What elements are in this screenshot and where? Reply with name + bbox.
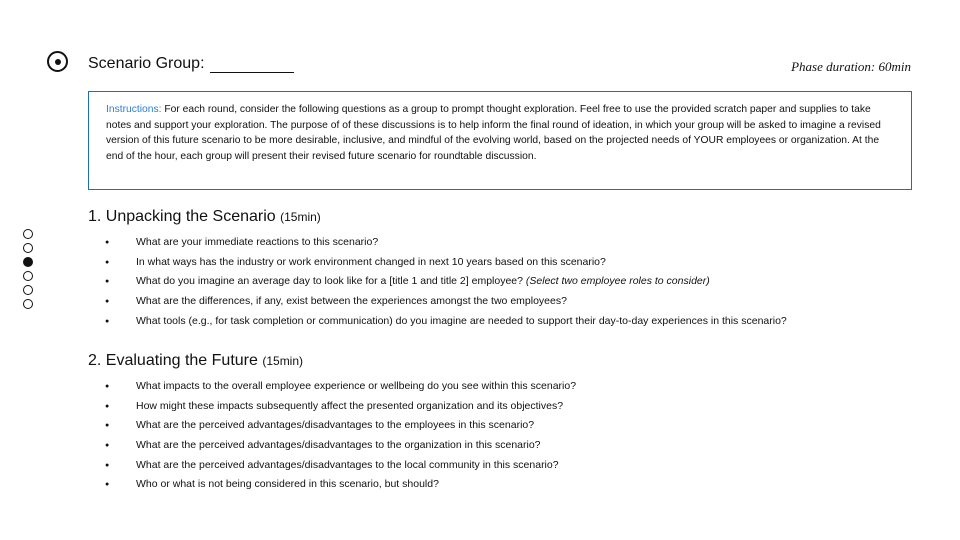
question-text: Who or what is not being considered in this scenario, but should? [136,478,439,491]
question-text: What are your immediate reactions to this scenario? [136,236,379,248]
nav-dot[interactable] [23,229,33,239]
list-item [88,312,787,332]
nav-dot[interactable] [23,299,33,309]
instructions-label: Instructions: [106,104,162,115]
question-text: How might these impacts subsequently affect the presented organization and its objectives? [136,399,564,412]
question-text: What impacts to the overall employee experience or wellbeing do you see within this scenario? [136,380,577,392]
scenario-group-blank-line [210,58,294,73]
question-text: What tools (e.g., for task completion or communication) do you imagine are needed to support their day-to-day experiences in this scenario? [136,314,787,327]
list-item [88,272,787,292]
list-item [88,436,576,456]
section-unpacking [88,207,787,331]
nav-dot-active[interactable] [23,257,33,267]
question-text: What do you imagine an average day to look like for a [title 1 and title 2] employee? [136,275,523,288]
slide-dot-nav [23,229,33,309]
list-item [88,397,576,417]
nav-dot[interactable] [23,243,33,253]
nav-dot[interactable] [23,285,33,295]
list-item [88,253,787,273]
target-icon [47,51,68,72]
list-item [88,456,576,476]
section-heading [88,351,576,371]
question-list [88,377,576,495]
section-title: 1. Unpacking the Scenario [88,208,276,225]
section-title: 2. Evaluating the Future [88,352,258,369]
list-item [88,475,576,495]
question-text: What are the perceived advantages/disadvantages to the organization in this scenario? [136,439,541,452]
list-item [88,233,787,253]
section-duration: (15min) [280,210,321,224]
nav-dot[interactable] [23,271,33,281]
phase-duration: Phase duration: 60min [791,59,911,74]
list-item [88,292,787,312]
question-note: (Select two employee roles to consider) [525,275,710,288]
list-item [88,377,576,397]
scenario-group-title [88,55,294,73]
question-text: What are the perceived advantages/disadvantages to the local community in this scenario? [136,458,559,471]
section-duration: (15min) [262,354,304,368]
scenario-group-label: Scenario Group: [88,55,205,72]
instructions-box [88,91,912,190]
question-text: What are the differences, if any, exist between the experiences amongst the two employees? [136,295,567,308]
section-evaluating [88,351,576,495]
instructions-text: For each round, consider the following questions as a group to prompt thought exploration. Feel free to use the provided scratch paper and supplies to take notes and support your exploration. The purpose of of these discussions is to help inform the final round of ideation, in which your group will be asked to imagine a revised version of this future scenario to be more desirable, inclusive, and mindful of the evolving world, based on the projected needs of YOUR employees or organization. At the end of the hour, each group will present their revised future scenario for roundtable discussion. [106,104,881,162]
question-list [88,233,787,331]
question-text: In what ways has the industry or work environment changed in next 10 years based on this scenario? [136,255,606,268]
section-heading [88,207,787,227]
list-item [88,416,576,436]
question-text: What are the perceived advantages/disadvantages to the employees in this scenario? [136,419,535,432]
